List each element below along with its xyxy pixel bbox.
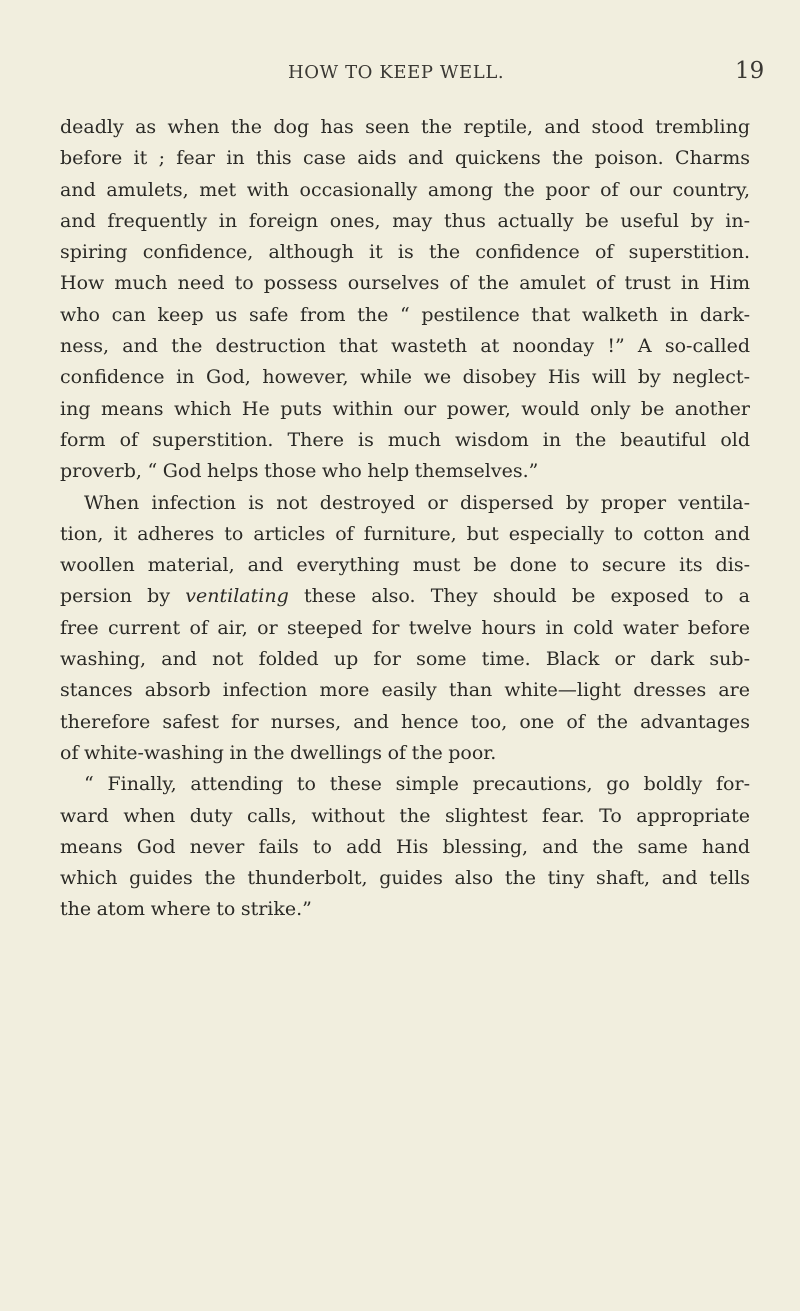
text-line: tion, it adheres to articles of furniture, but especially to cotton and xyxy=(60,522,750,545)
text-line: the atom where to strike.” xyxy=(60,898,312,921)
text-line: ing means which He puts within our power, would only be another xyxy=(60,397,750,420)
text-line: How much need to possess ourselves of the amulet of trust in Him xyxy=(60,272,750,295)
text-line: which guides the thunderbolt, guides also the tiny shaft, and tells xyxy=(60,867,750,890)
text-line: and amulets, met with occasionally among the poor of our country, xyxy=(60,178,750,201)
text-line: spiring confidence, although it is the confidence of superstition. xyxy=(60,241,750,264)
text-segment: persion by xyxy=(60,585,171,608)
text-line: woollen material, and everything must be done to secure its dis- xyxy=(60,554,750,577)
text-line: proverb, “ God helps those who help themselves.” xyxy=(60,460,539,483)
text-line-mixed xyxy=(60,581,750,612)
text-line: and frequently in foreign ones, may thus actually be useful by in- xyxy=(60,209,750,232)
text-line: who can keep us safe from the “ pestilence that walketh in dark- xyxy=(60,303,750,326)
page-number: 19 xyxy=(735,58,765,84)
running-title: HOW TO KEEP WELL. xyxy=(288,62,505,83)
text-line: before it ; fear in this case aids and quickens the poison. Charms xyxy=(60,147,750,170)
text-line: ward when duty calls, without the slightest fear. To appropriate xyxy=(60,804,750,827)
text-line: therefore safest for nurses, and hence too, one of the advantages xyxy=(60,710,750,733)
text-line: means God never fails to add His blessing, and the same hand xyxy=(60,835,750,858)
body-text xyxy=(60,112,750,926)
text-line: form of superstition. There is much wisdom in the beautiful old xyxy=(60,428,750,451)
text-line: “ Finally, attending to these simple precautions, go boldly for- xyxy=(84,773,750,796)
text-line: washing, and not folded up for some time. Black or dark sub- xyxy=(60,648,750,671)
text-line: stances absorb infection more easily than white—light dresses are xyxy=(60,679,750,702)
italic-emphasis: ventilating xyxy=(185,585,289,608)
text-line: When infection is not destroyed or dispersed by proper ventila- xyxy=(84,491,750,514)
text-segment: these also. They should be exposed to a xyxy=(303,585,751,608)
text-line: free current of air, or steeped for twelve hours in cold water before xyxy=(60,616,750,639)
text-line: of white-washing in the dwellings of the poor. xyxy=(60,741,497,764)
text-line: deadly as when the dog has seen the reptile, and stood trembling xyxy=(60,116,750,138)
text-line: confidence in God, however, while we disobey His will by neglect- xyxy=(60,366,750,389)
text-line: ness, and the destruction that wasteth at noonday !” A so-called xyxy=(60,335,750,358)
